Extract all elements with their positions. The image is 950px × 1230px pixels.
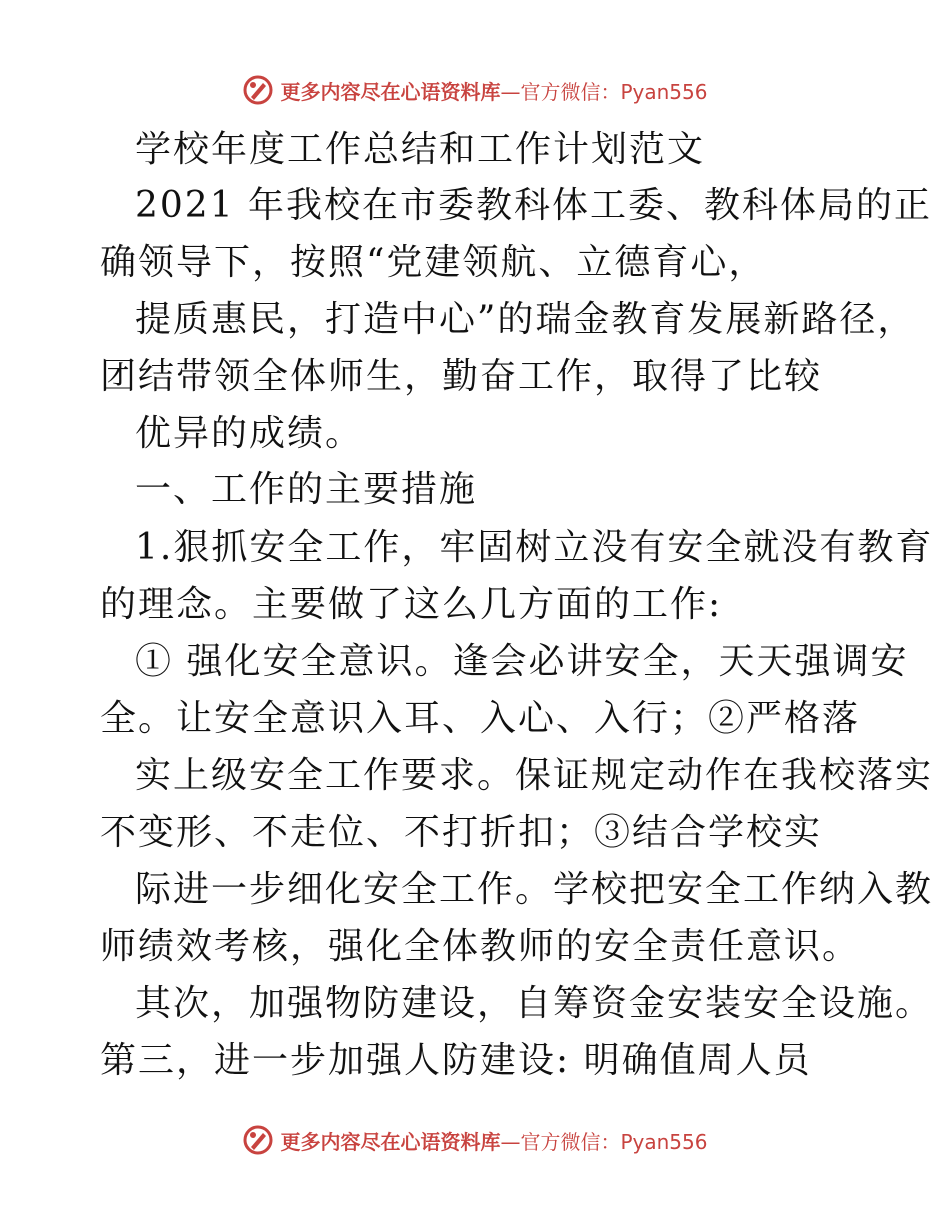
paragraph-line: 实上级安全工作要求。保证规定动作在我校落实 <box>135 755 934 796</box>
pen-logo-icon <box>242 74 274 106</box>
paragraph-line: 的理念。主要做了这么几方面的工作: <box>100 584 723 625</box>
paragraph-line: 际进一步细化安全工作。学校把安全工作纳入教 <box>135 869 934 910</box>
banner-separator: — <box>500 79 521 104</box>
section-heading: 一、工作的主要措施 <box>135 469 478 510</box>
paragraph-line: ① 强化安全意识。逢会必讲安全，天天强调安 <box>135 641 909 682</box>
banner-wechat: 官方微信：Pyan556 <box>520 79 708 104</box>
paragraph-line: 提质惠民，打造中心”的瑞金教育发展新路径， <box>135 299 916 340</box>
paragraph-line: 不变形、不走位、不打折扣；③结合学校实 <box>100 812 823 853</box>
paragraph-line: 2021 年我校在市委教科体工委、教科体局的正 <box>135 185 933 226</box>
paragraph-line: 团结带领全体师生，勤奋工作，取得了比较 <box>100 356 823 397</box>
paragraph-line: 师绩效考核，强化全体教师的安全责任意识。 <box>100 926 861 967</box>
paragraph-line: 全。让安全意识入耳、入心、入行；②严格落 <box>100 698 861 739</box>
banner-wechat: 官方微信：Pyan556 <box>520 1129 708 1154</box>
doc-title: 学校年度工作总结和工作计划范文 <box>135 129 706 170</box>
header-banner <box>0 70 950 110</box>
banner-text: 更多内容尽在心语资料库 <box>280 1129 501 1154</box>
paragraph-line: 确领导下，按照“党建领航、立德育心， <box>100 242 767 283</box>
footer-banner <box>0 1120 950 1160</box>
paragraph-line: 1.狠抓安全工作，牢固树立没有安全就没有教育 <box>135 527 934 568</box>
pen-logo-icon <box>242 1124 274 1156</box>
paragraph-line: 优异的成绩。 <box>135 413 364 454</box>
banner-text: 更多内容尽在心语资料库 <box>280 79 501 104</box>
banner-separator: — <box>500 1129 521 1154</box>
paragraph-line: 第三，进一步加强人防建设: 明确值周人员 <box>100 1040 812 1081</box>
paragraph-line: 其次，加强物防建设，自筹资金安装安全设施。 <box>135 983 934 1024</box>
